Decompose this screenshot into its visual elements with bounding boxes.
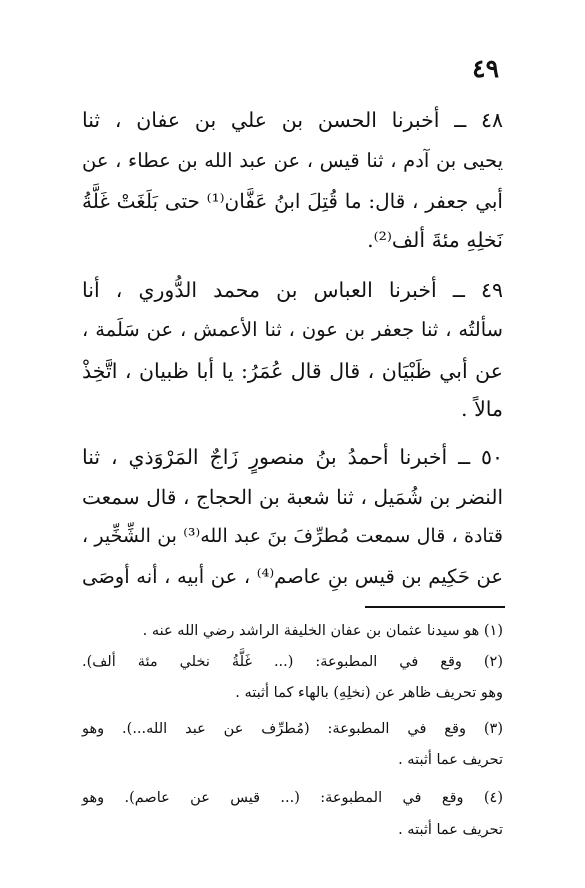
page-number: ٤٩ bbox=[472, 54, 499, 83]
body-line-11: قتادة ، قال سمعت مُطرِّفَ بنَ عبد الله⁽³⁾ بن الشِّخِّير ، bbox=[82, 525, 504, 547]
body-line-10: النضر بن شُمَيل ، ثنا شعبة بن الحجاج ، قال سمعت bbox=[82, 485, 503, 509]
footnote-2: (٢) وقع في المطبوعة: (... غَلَّةُ نخلي مئة ألف). bbox=[82, 654, 503, 670]
body-line-5: ٤٩ ــ أخبرنا العباس بن محمد الدُّوري ، أنا bbox=[82, 278, 503, 302]
footnote-4: (٤) وقع في المطبوعة: (... قيس عن عاصم). وهو bbox=[82, 790, 503, 806]
body-line-1: ٤٨ ــ أخبرنا الحسن بن علي بن عفان ، ثنا bbox=[82, 108, 503, 132]
body-line-3: أبي جعفر ، قال: ما قُتِلَ ابنُ عَفَّان⁽¹⁾ حتى بَلَغَتْ غَلَّةُ bbox=[82, 189, 503, 213]
body-line-8: مالاً . bbox=[461, 397, 503, 421]
body-line-6: سألتُه ، ثنا جعفر بن عون ، ثنا الأعمش ، عن سَلَمة ، bbox=[82, 318, 503, 341]
footnote-3-cont: تحريف عما أثبته . bbox=[398, 752, 503, 768]
footnote-2-cont: وهو تحريف ظاهر عن (نخلِهِ) بالهاء كما أثبته . bbox=[235, 685, 503, 701]
body-line-4: نَخلِهِ مئةَ ألف⁽²⁾. bbox=[367, 228, 503, 252]
footnote-3: (٣) وقع في المطبوعة: (مُطرِّف عن عبد الله...). وهو bbox=[82, 721, 503, 737]
body-line-7: عن أبي ظَبْيَان ، قال قال عُمَرُ: يا أبا ظبيان ، اتَّخِذْ bbox=[82, 359, 503, 383]
body-line-9: ٥٠ ــ أخبرنا أحمدُ بنُ منصورٍ زَاجٌ المَرْوَذي ، ثنا bbox=[82, 445, 503, 469]
body-line-2: يحيى بن آدم ، ثنا قيس ، عن عبد الله بن عطاء ، عن bbox=[82, 149, 503, 172]
footnote-separator bbox=[365, 606, 505, 608]
body-line-12: عن حَكِيم بن قيس بنِ عاصم⁽⁴⁾ ، عن أبيه ، أنه أوصَى bbox=[82, 565, 503, 588]
footnote-1: (١) هو سيدنا عثمان بن عفان الخليفة الراشد رضي الله عنه . bbox=[142, 623, 503, 639]
footnote-4-cont: تحريف عما أثبته . bbox=[398, 822, 503, 838]
